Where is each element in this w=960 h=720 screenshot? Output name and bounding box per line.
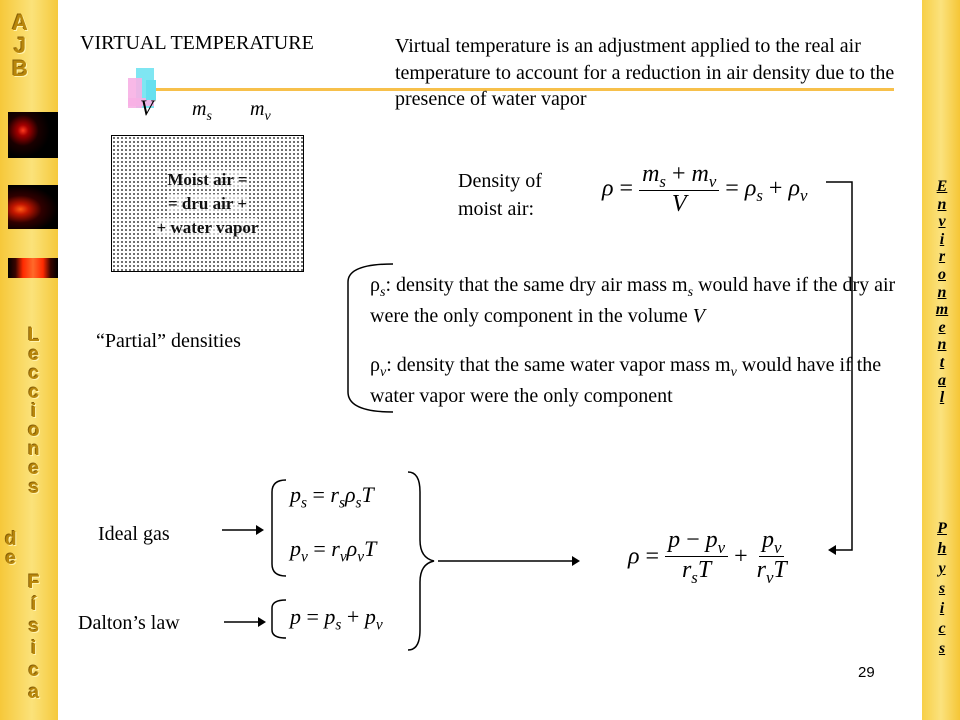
- letter: E: [936, 178, 948, 195]
- vapor-mass-symbol: [250, 96, 271, 126]
- letter: í: [31, 594, 37, 615]
- letter: i: [939, 230, 945, 248]
- letter: t: [939, 353, 945, 371]
- letter: r: [938, 248, 946, 266]
- density-fraction: $\frac{m_s + m_v}{V}$: [639, 162, 719, 218]
- letter: n: [937, 195, 947, 213]
- partial-densities-label: “Partial” densities: [96, 330, 241, 352]
- box-line-2: [112, 194, 303, 214]
- letter: e: [28, 458, 40, 479]
- environmental-link[interactable]: [928, 178, 956, 407]
- ideal-gas-dry-equation: $p_s = r_s\rho_sT$: [290, 482, 374, 512]
- box-text: = dru air +: [167, 194, 248, 213]
- letter: s: [938, 640, 946, 657]
- rho-v-symbol: $\rho_v$: [370, 354, 387, 380]
- letter: o: [938, 265, 946, 283]
- sidebar-vertical-fisica: [28, 573, 40, 705]
- logo-letter-b: B: [12, 56, 28, 81]
- density-label: [458, 167, 542, 223]
- box-text: + water vapor: [156, 218, 259, 237]
- letter: m: [935, 301, 949, 319]
- dry-mass-symbol: [192, 96, 212, 126]
- subscript-v: v: [730, 365, 737, 380]
- letter: s: [28, 477, 40, 498]
- ideal-gas-label: Ideal gas: [98, 523, 170, 545]
- rho-s-text: : density that the same dry air mass m: [385, 274, 688, 296]
- volume-symbol-inline: V: [692, 304, 705, 327]
- subscript: v: [264, 109, 271, 124]
- vapor-fraction: $\frac{p_v}{r_vT}$: [756, 527, 787, 588]
- result-arrow: [436, 553, 582, 569]
- rho-s-text-2: would have if the dry air were the only component in the volume: [370, 274, 896, 327]
- m-letter: m: [192, 98, 207, 120]
- letter: c: [28, 660, 40, 681]
- letter: e: [938, 318, 946, 336]
- logo-letter-j: J: [13, 33, 27, 58]
- density-equation: ρ = $\frac{m_s + m_v}{V}$ = $\rho_s + \rho_v$: [602, 161, 808, 218]
- lab-photo-thumbnail-1: [8, 112, 58, 158]
- letter: L: [28, 325, 40, 346]
- rho-s-symbol: $\rho_s$: [370, 274, 386, 300]
- daltons-law-label: Dalton’s law: [78, 612, 180, 634]
- letter: c: [28, 382, 40, 403]
- ideal-gas-bracket: [268, 478, 288, 578]
- letter: e: [5, 548, 17, 569]
- dalton-bracket: [268, 598, 288, 640]
- letter: o: [28, 420, 40, 441]
- letter: d: [5, 529, 17, 550]
- subscript: s: [206, 109, 212, 124]
- sidebar-vertical-lecciones: [28, 326, 40, 497]
- dalton-equation: $p = p_s + p_v$: [290, 604, 383, 634]
- sidebar-vertical-de: [5, 530, 17, 568]
- density-label-line2: moist air:: [458, 198, 535, 220]
- letter: i: [31, 638, 37, 659]
- letter: n: [937, 283, 947, 301]
- letter: P: [937, 520, 947, 537]
- box-line-1: [112, 170, 303, 190]
- letter: F: [28, 572, 40, 593]
- slide-title: VIRTUAL TEMPERATURE: [80, 32, 314, 54]
- letter: y: [938, 560, 946, 577]
- letter: a: [28, 682, 40, 703]
- lab-photo-thumbnail-3: [8, 258, 58, 278]
- box-line-3: [112, 218, 303, 238]
- density-connector: [826, 180, 856, 560]
- letter: h: [937, 540, 947, 557]
- ideal-gas-arrow: [220, 522, 264, 538]
- lab-photo-thumbnail-2: [8, 185, 58, 229]
- letter: s: [28, 616, 40, 637]
- page-number: 29: [858, 664, 875, 681]
- rho-v-text: : density that the same water vapor mass m: [386, 354, 731, 376]
- letter: c: [28, 363, 40, 384]
- equations-brace: [404, 470, 438, 652]
- letter: c: [938, 620, 946, 637]
- letter: e: [28, 344, 40, 365]
- intro-paragraph: Virtual temperature is an adjustment applied to the real air temperature to account for a reduction in air density due to the presence of water vapor: [395, 35, 895, 111]
- letter: n: [937, 336, 947, 354]
- letter: l: [939, 389, 945, 407]
- letter: v: [938, 213, 946, 231]
- dry-fraction: $\frac{p - p_v}{r_sT}$: [665, 528, 728, 588]
- letter: i: [939, 600, 945, 617]
- box-text: Moist air =: [167, 170, 248, 189]
- subscript-s: s: [687, 285, 694, 300]
- letter: s: [938, 580, 946, 597]
- ideal-gas-vapor-equation: $p_v = r_v\rho_vT$: [290, 536, 377, 566]
- letter: i: [31, 401, 37, 422]
- letter: n: [28, 439, 40, 460]
- volume-symbol: V: [140, 95, 154, 120]
- ajb-logo: [12, 12, 28, 81]
- m-letter: m: [250, 98, 265, 120]
- logo-letter-a: A: [12, 10, 28, 35]
- rho-v-text-2: would have if the water vapor were the only component: [370, 354, 882, 407]
- daltons-law-arrow: [222, 614, 266, 630]
- letter: a: [938, 371, 946, 389]
- moist-air-diagram-box: [111, 135, 304, 272]
- final-density-equation: ρ = $\frac{p - p_v}{r_sT}$ + $\frac{p_v}{r_vT}$: [628, 528, 790, 588]
- physics-link[interactable]: [928, 519, 956, 659]
- density-label-line1: Density of: [458, 170, 542, 192]
